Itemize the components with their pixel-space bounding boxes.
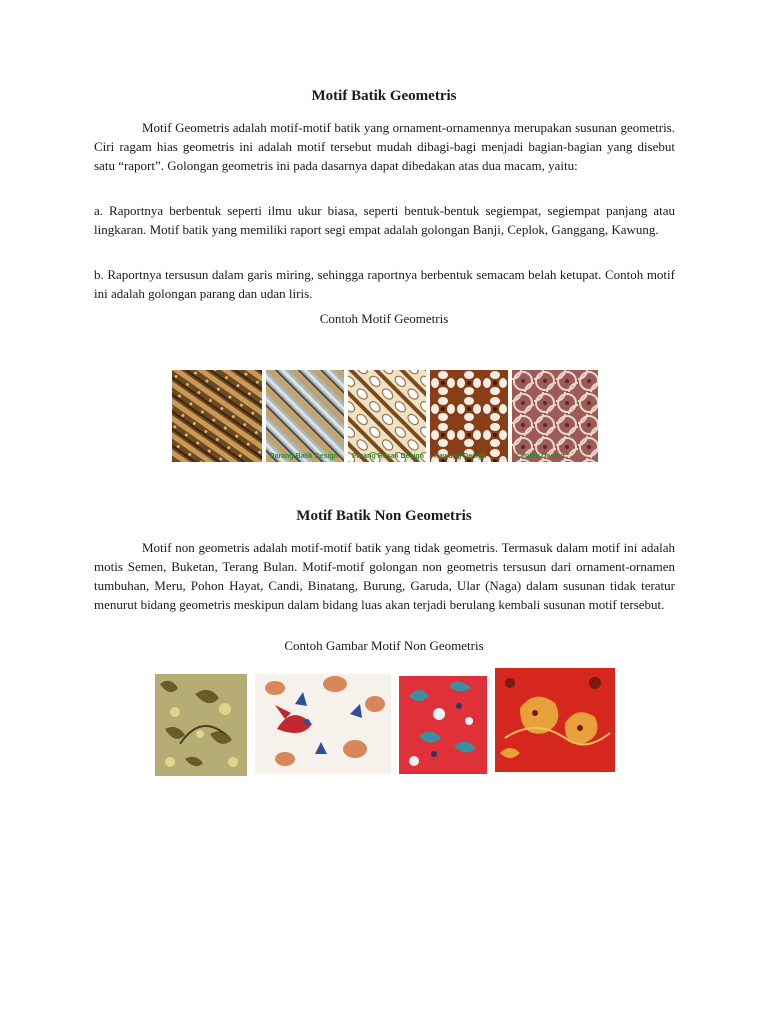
watermark-kawung: Kawung Design bbox=[434, 453, 487, 460]
non-geometris-title: Motif Batik Non Geometris bbox=[296, 508, 472, 524]
watermark-parang-cream: Parang Rusak Design bbox=[352, 453, 424, 460]
batik-parang-cream-image bbox=[348, 370, 426, 462]
batik-bird-floral-image bbox=[255, 674, 391, 774]
watermark-parang-blue: Parang Batik Design bbox=[270, 453, 339, 460]
batik-semen-olive-image bbox=[155, 674, 247, 776]
batik-ceplok-image bbox=[512, 370, 598, 462]
non-geometris-gallery bbox=[155, 668, 615, 776]
batik-parang-blue-image bbox=[266, 370, 344, 462]
batik-red-floral-image bbox=[399, 676, 487, 774]
non-geometris-intro-paragraph: Motif non geometris adalah motif-motif batik yang tidak geometris. Termasuk dalam motif ini adalah motis Semen, Buketan, Terang Bulan. Motif-motif golongan non geometris tersusun dari ornament-ornamen tumbuhan, Meru, Pohon Hayat, Candi, Binatang, Burung, Garuda, Ular (Naga) dalam susunan tidak teratur menurut bidang geometris meskipun dalam bidang luas akan terjadi berulang kembali susunan motif tersebut. bbox=[94, 540, 675, 612]
geometris-intro-paragraph: Motif Geometris adalah motif-motif batik yang ornament-ornamennya merupakan susunan geometris. Ciri ragam hias geometris ini adalah motif tersebut mudah dibagi-bagi menjadi bagian-bagian yang disebut satu “raport”. Golongan geometris ini pada dasarnya dapat dibedakan atas dua macam, yaitu: bbox=[94, 120, 675, 173]
watermark-ceplok: Ceplok Design bbox=[516, 453, 565, 460]
batik-parang-brown-image bbox=[172, 370, 262, 462]
geometris-caption: Contoh Motif Geometris bbox=[319, 311, 449, 326]
geometris-title: Motif Batik Geometris bbox=[311, 88, 457, 104]
non-geometris-caption: Contoh Gambar Motif Non Geometris bbox=[284, 638, 484, 653]
geometris-gallery bbox=[172, 370, 598, 462]
geometris-item-a: a. Raportnya berbentuk seperti ilmu ukur biasa, seperti bentuk-bentuk segiempat, segiempat panjang atau lingkaran. Motif batik yang memiliki raport segi empat adalah golongan Banji, Ceplok, Ganggang, Kawung. bbox=[94, 203, 675, 237]
batik-red-animal-image bbox=[495, 668, 615, 772]
geometris-item-b: b. Raportnya tersusun dalam garis miring, sehingga raportnya berbentuk semacam belah ketupat. Contoh motif ini adalah golongan parang dan udan liris. bbox=[94, 267, 675, 301]
batik-kawung-image bbox=[430, 370, 508, 462]
